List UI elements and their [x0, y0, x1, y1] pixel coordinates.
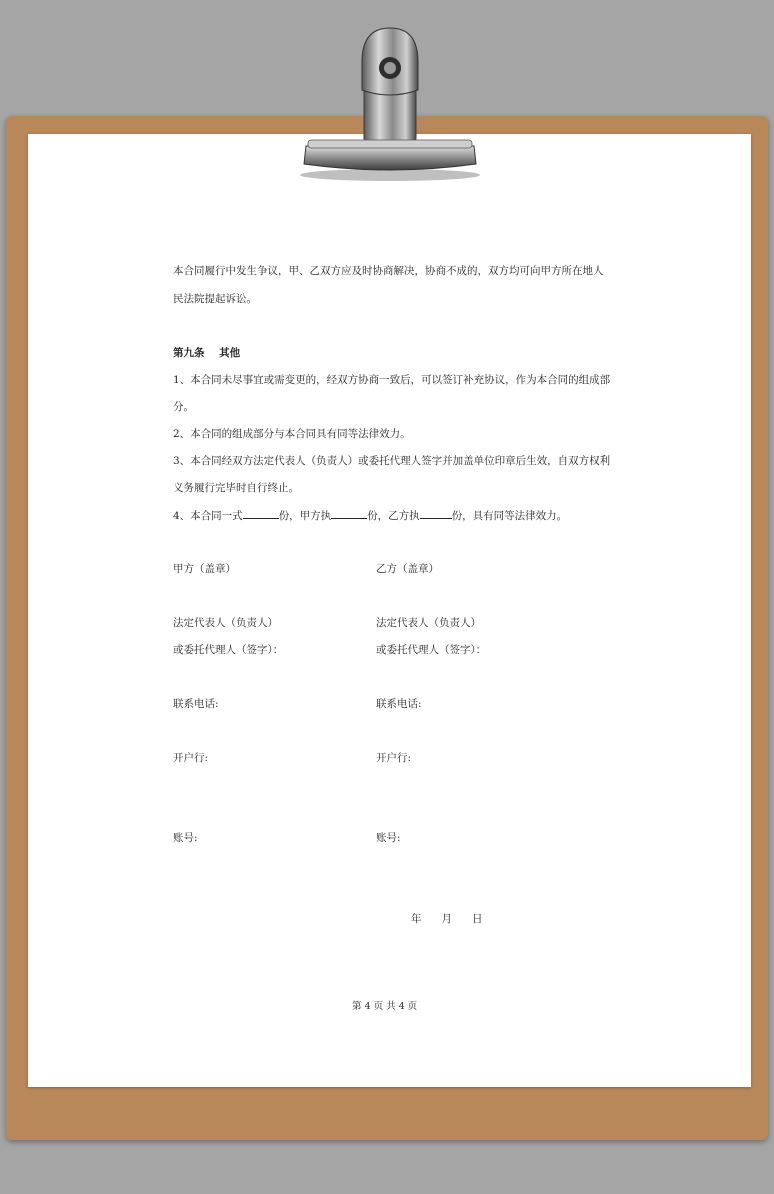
- party-b-bank: 开户行:: [376, 752, 412, 764]
- clause-4-part-1: 4、本合同一式: [173, 510, 243, 522]
- party-a-agent: 或委托代理人（签字）：: [173, 644, 284, 656]
- party-b-rep: 法定代表人（负责人）: [376, 617, 481, 629]
- intro-line-1: 本合同履行中发生争议，甲、乙双方应及时协商解决，协商不成的，双方均可向甲方所在地人: [173, 265, 604, 277]
- party-a-account: 账号:: [173, 832, 198, 844]
- party-b-account: 账号:: [376, 832, 401, 844]
- party-b-agent: 或委托代理人（签字）：: [376, 644, 487, 656]
- party-a-bank: 开户行:: [173, 752, 209, 764]
- clause-1-line-1: 1、本合同未尽事宜或需变更的，经双方协商一致后，可以签订补充协议，作为本合同的组成部: [173, 374, 611, 386]
- date-line: 年 月 日: [411, 913, 483, 925]
- party-a-seal: 甲方（盖章）: [173, 563, 236, 575]
- party-b-seal: 乙方（盖章）: [376, 563, 439, 575]
- party-a-copies-blank: [331, 508, 367, 519]
- clause-3-line-2: 义务履行完毕时自行终止。: [173, 482, 299, 494]
- clause-3-line-1: 3、本合同经双方法定代表人（负责人）或委托代理人签字并加盖单位印章后生效，自双方权利: [173, 455, 611, 467]
- party-a-rep: 法定代表人（负责人）: [173, 617, 278, 629]
- clause-4-part-3: 份，乙方执: [367, 510, 420, 522]
- clause-4-part-2: 份，甲方执: [278, 510, 332, 522]
- clause-1-line-2: 分。: [173, 401, 194, 413]
- clause-4: [173, 508, 567, 523]
- party-b-phone: 联系电话:: [376, 698, 422, 710]
- party-a-phone: 联系电话:: [173, 698, 219, 710]
- clause-2: 2、本合同的组成部分与本合同具有同等法律效力。: [173, 428, 411, 440]
- intro-line-2: 民法院提起诉讼。: [173, 293, 257, 305]
- clause-4-part-4: 份，具有同等法律效力。: [451, 510, 568, 522]
- copies-total-blank: [243, 508, 279, 519]
- party-b-copies-blank: [420, 508, 452, 519]
- section-title: 第九条 其他: [173, 347, 241, 359]
- page-footer: 第 4 页 共 4 页: [352, 1001, 418, 1012]
